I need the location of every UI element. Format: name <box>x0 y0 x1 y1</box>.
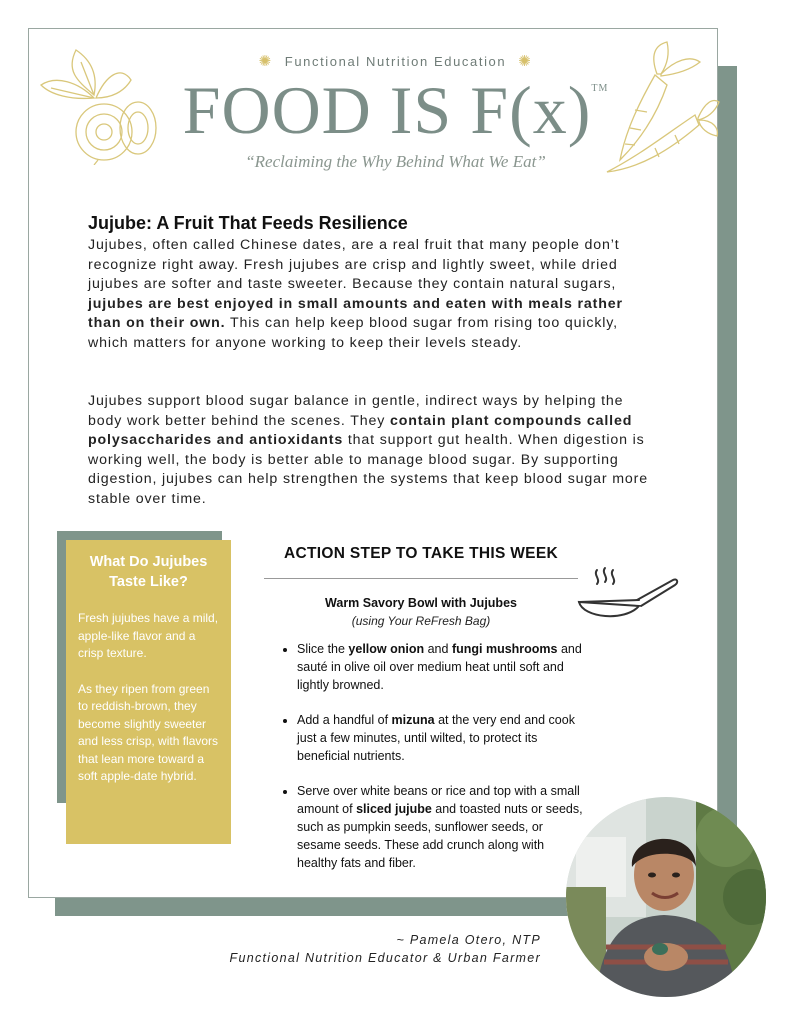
sun-icon: ✺ <box>258 53 273 70</box>
ingredient: sliced jujube <box>356 802 432 816</box>
step-text: Add a handful of <box>297 713 392 727</box>
recipe-subtitle: (using Your ReFresh Bag) <box>351 614 491 628</box>
sun-icon: ✺ <box>518 53 533 70</box>
step-text: at the very end and cook just a few minutes, until wilted, to protect its beneficial nutrients. <box>297 713 575 763</box>
paragraph-text: Jujubes, often called Chinese dates, are a real fruit that many people don’t recognize right away. Fresh jujubes are crisp and lightly sweet, while dried jujubes are softer and taste sweeter. Because they contain natural sugars, <box>88 237 620 292</box>
taste-sidebar <box>66 540 231 844</box>
paragraph-text: This can help keep blood sugar from rising too quickly, which matters for anyone working to keep their levels steady. <box>88 315 618 351</box>
step-text: Slice the <box>297 642 349 656</box>
ingredient: mizuna <box>391 713 435 727</box>
divider <box>264 578 578 579</box>
sidebar-paragraph-2: As they ripen from green to reddish-brown, they become slightly sweeter and less crisp, with flavors that lean more toward a soft apple-date hybrid. <box>78 681 219 783</box>
step-text: and toasted nuts or seeds, such as pumpkin seeds, sunflower seeds, or sesame seeds. These add crunch along with healthy fats and fiber. <box>297 802 583 870</box>
trademark: TM <box>591 83 609 94</box>
article-title: Jujube: A Fruit That Feeds Resilience <box>88 213 408 233</box>
tagline: “Reclaiming the Why Behind What We Eat” <box>245 152 546 171</box>
recipe-title: Warm Savory Bowl with Jujubes <box>325 596 517 610</box>
recipe-step <box>297 782 587 872</box>
logo-text: FOOD IS F(x) <box>182 72 592 148</box>
recipe-steps <box>280 640 587 889</box>
paragraph-text: Jujubes support blood sugar balance in gentle, indirect ways by helping the body work better behind the scenes. They <box>88 393 624 429</box>
article-paragraph-2 <box>88 392 648 509</box>
author-role: Functional Nutrition Educator & Urban Farmer <box>229 951 541 965</box>
beet-illustration <box>36 40 161 165</box>
paragraph-text: that support gut health. When digestion is working well, the body is better able to manage blood sugar. By supporting digestion, jujubes can help strengthen the systems that keep blood sugar more stable over time. <box>88 432 648 507</box>
paragraph-emphasis: jujubes are best enjoyed in small amounts and eaten with meals rather than on their own. <box>88 295 623 331</box>
brand-tag: Functional Nutrition Education <box>284 54 507 69</box>
ingredient: fungi mushrooms <box>451 642 558 656</box>
ingredient: yellow onion <box>348 642 425 656</box>
paragraph-emphasis: contain plant compounds called polysaccharides and antioxidants <box>88 412 633 448</box>
step-text: Serve over white beans or rice and top with a small amount of <box>297 784 580 816</box>
step-text: and <box>424 642 452 656</box>
step-text: and sauté in olive oil over medium heat until soft and lightly browned. <box>297 642 582 692</box>
author-name: ~ Pamela Otero, NTP <box>396 933 541 947</box>
sidebar-heading: What Do Jujubes Taste Like? <box>89 554 208 590</box>
recipe-step <box>297 711 587 765</box>
action-heading: ACTION STEP TO TAKE THIS WEEK <box>284 545 558 562</box>
sidebar-paragraph-1: Fresh jujubes have a mild, apple-like flavor and a crisp texture. <box>78 611 219 660</box>
frying-pan-icon <box>575 566 680 628</box>
article-paragraph-1 <box>88 236 648 353</box>
recipe-step <box>297 640 587 694</box>
author-photo <box>566 797 766 997</box>
carrot-illustration <box>595 40 720 180</box>
